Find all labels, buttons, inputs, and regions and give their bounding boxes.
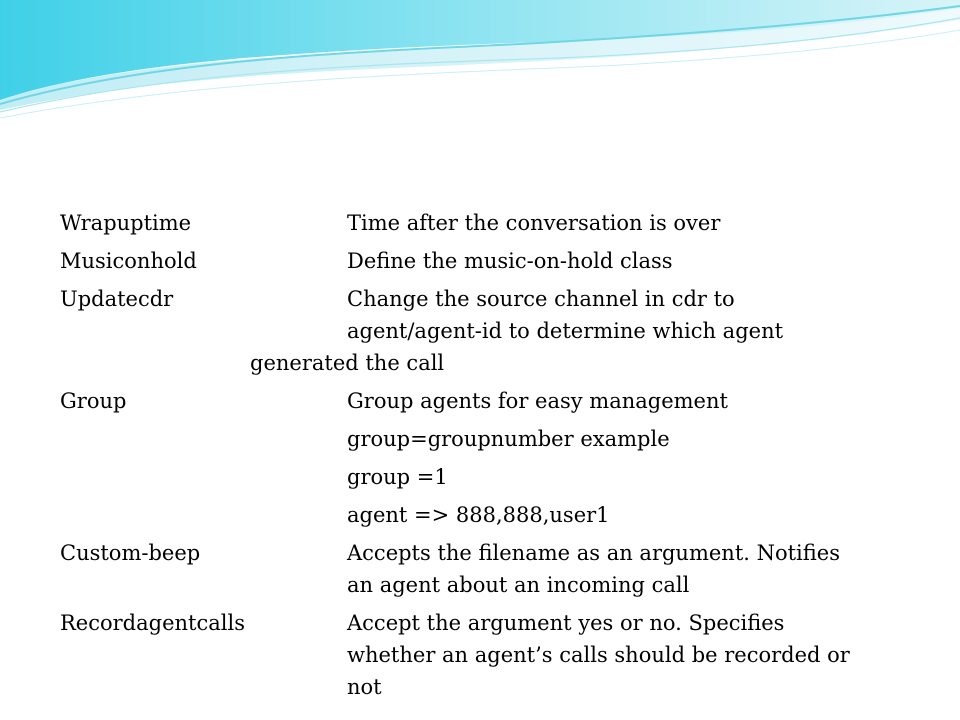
- term: Recordagentcalls: [60, 611, 245, 635]
- description: [347, 607, 920, 703]
- row-group-value: [60, 461, 920, 493]
- definition-list: [60, 207, 920, 709]
- description-line: group =1: [347, 465, 448, 489]
- term: Musiconhold: [60, 249, 197, 273]
- description-line: group=groupnumber example: [347, 427, 670, 451]
- description: [347, 461, 920, 493]
- description-line: Group agents for easy management: [347, 389, 728, 413]
- description-line: Accept the argument yes or no. Specifies: [347, 611, 785, 635]
- row-wrapuptime: [60, 207, 920, 239]
- description: [347, 207, 920, 239]
- term: Updatecdr: [60, 287, 174, 311]
- description-continuation: generated the call: [250, 351, 445, 375]
- description-line: not: [347, 675, 382, 699]
- description-line: Time after the conversation is over: [347, 211, 721, 235]
- description: [347, 385, 920, 417]
- description: [347, 537, 920, 601]
- row-group-agent: [60, 499, 920, 531]
- term: Custom-beep: [60, 541, 201, 565]
- description: [347, 499, 920, 531]
- description-line: whether an agent’s calls should be recorded or: [347, 643, 850, 667]
- description-line: Define the music-on-hold class: [347, 249, 673, 273]
- description: [347, 245, 920, 277]
- row-updatecdr: [60, 283, 920, 379]
- term: Group: [60, 389, 127, 413]
- row-group-example: [60, 423, 920, 455]
- description: [347, 423, 920, 455]
- row-recordagentcalls: [60, 607, 920, 703]
- row-group: [60, 385, 920, 417]
- description-line: agent => 888,888,user1: [347, 503, 610, 527]
- description-line: agent/agent-id to determine which agent: [347, 319, 784, 343]
- row-custom-beep: [60, 537, 920, 601]
- description-line: Change the source channel in cdr to: [347, 287, 735, 311]
- term: Wrapuptime: [60, 211, 192, 235]
- description: [250, 283, 920, 379]
- row-musiconhold: [60, 245, 920, 277]
- description-line: an agent about an incoming call: [347, 573, 690, 597]
- header-wave-decoration: [0, 0, 960, 140]
- description-line: Accepts the filename as an argument. Notifies: [347, 541, 840, 565]
